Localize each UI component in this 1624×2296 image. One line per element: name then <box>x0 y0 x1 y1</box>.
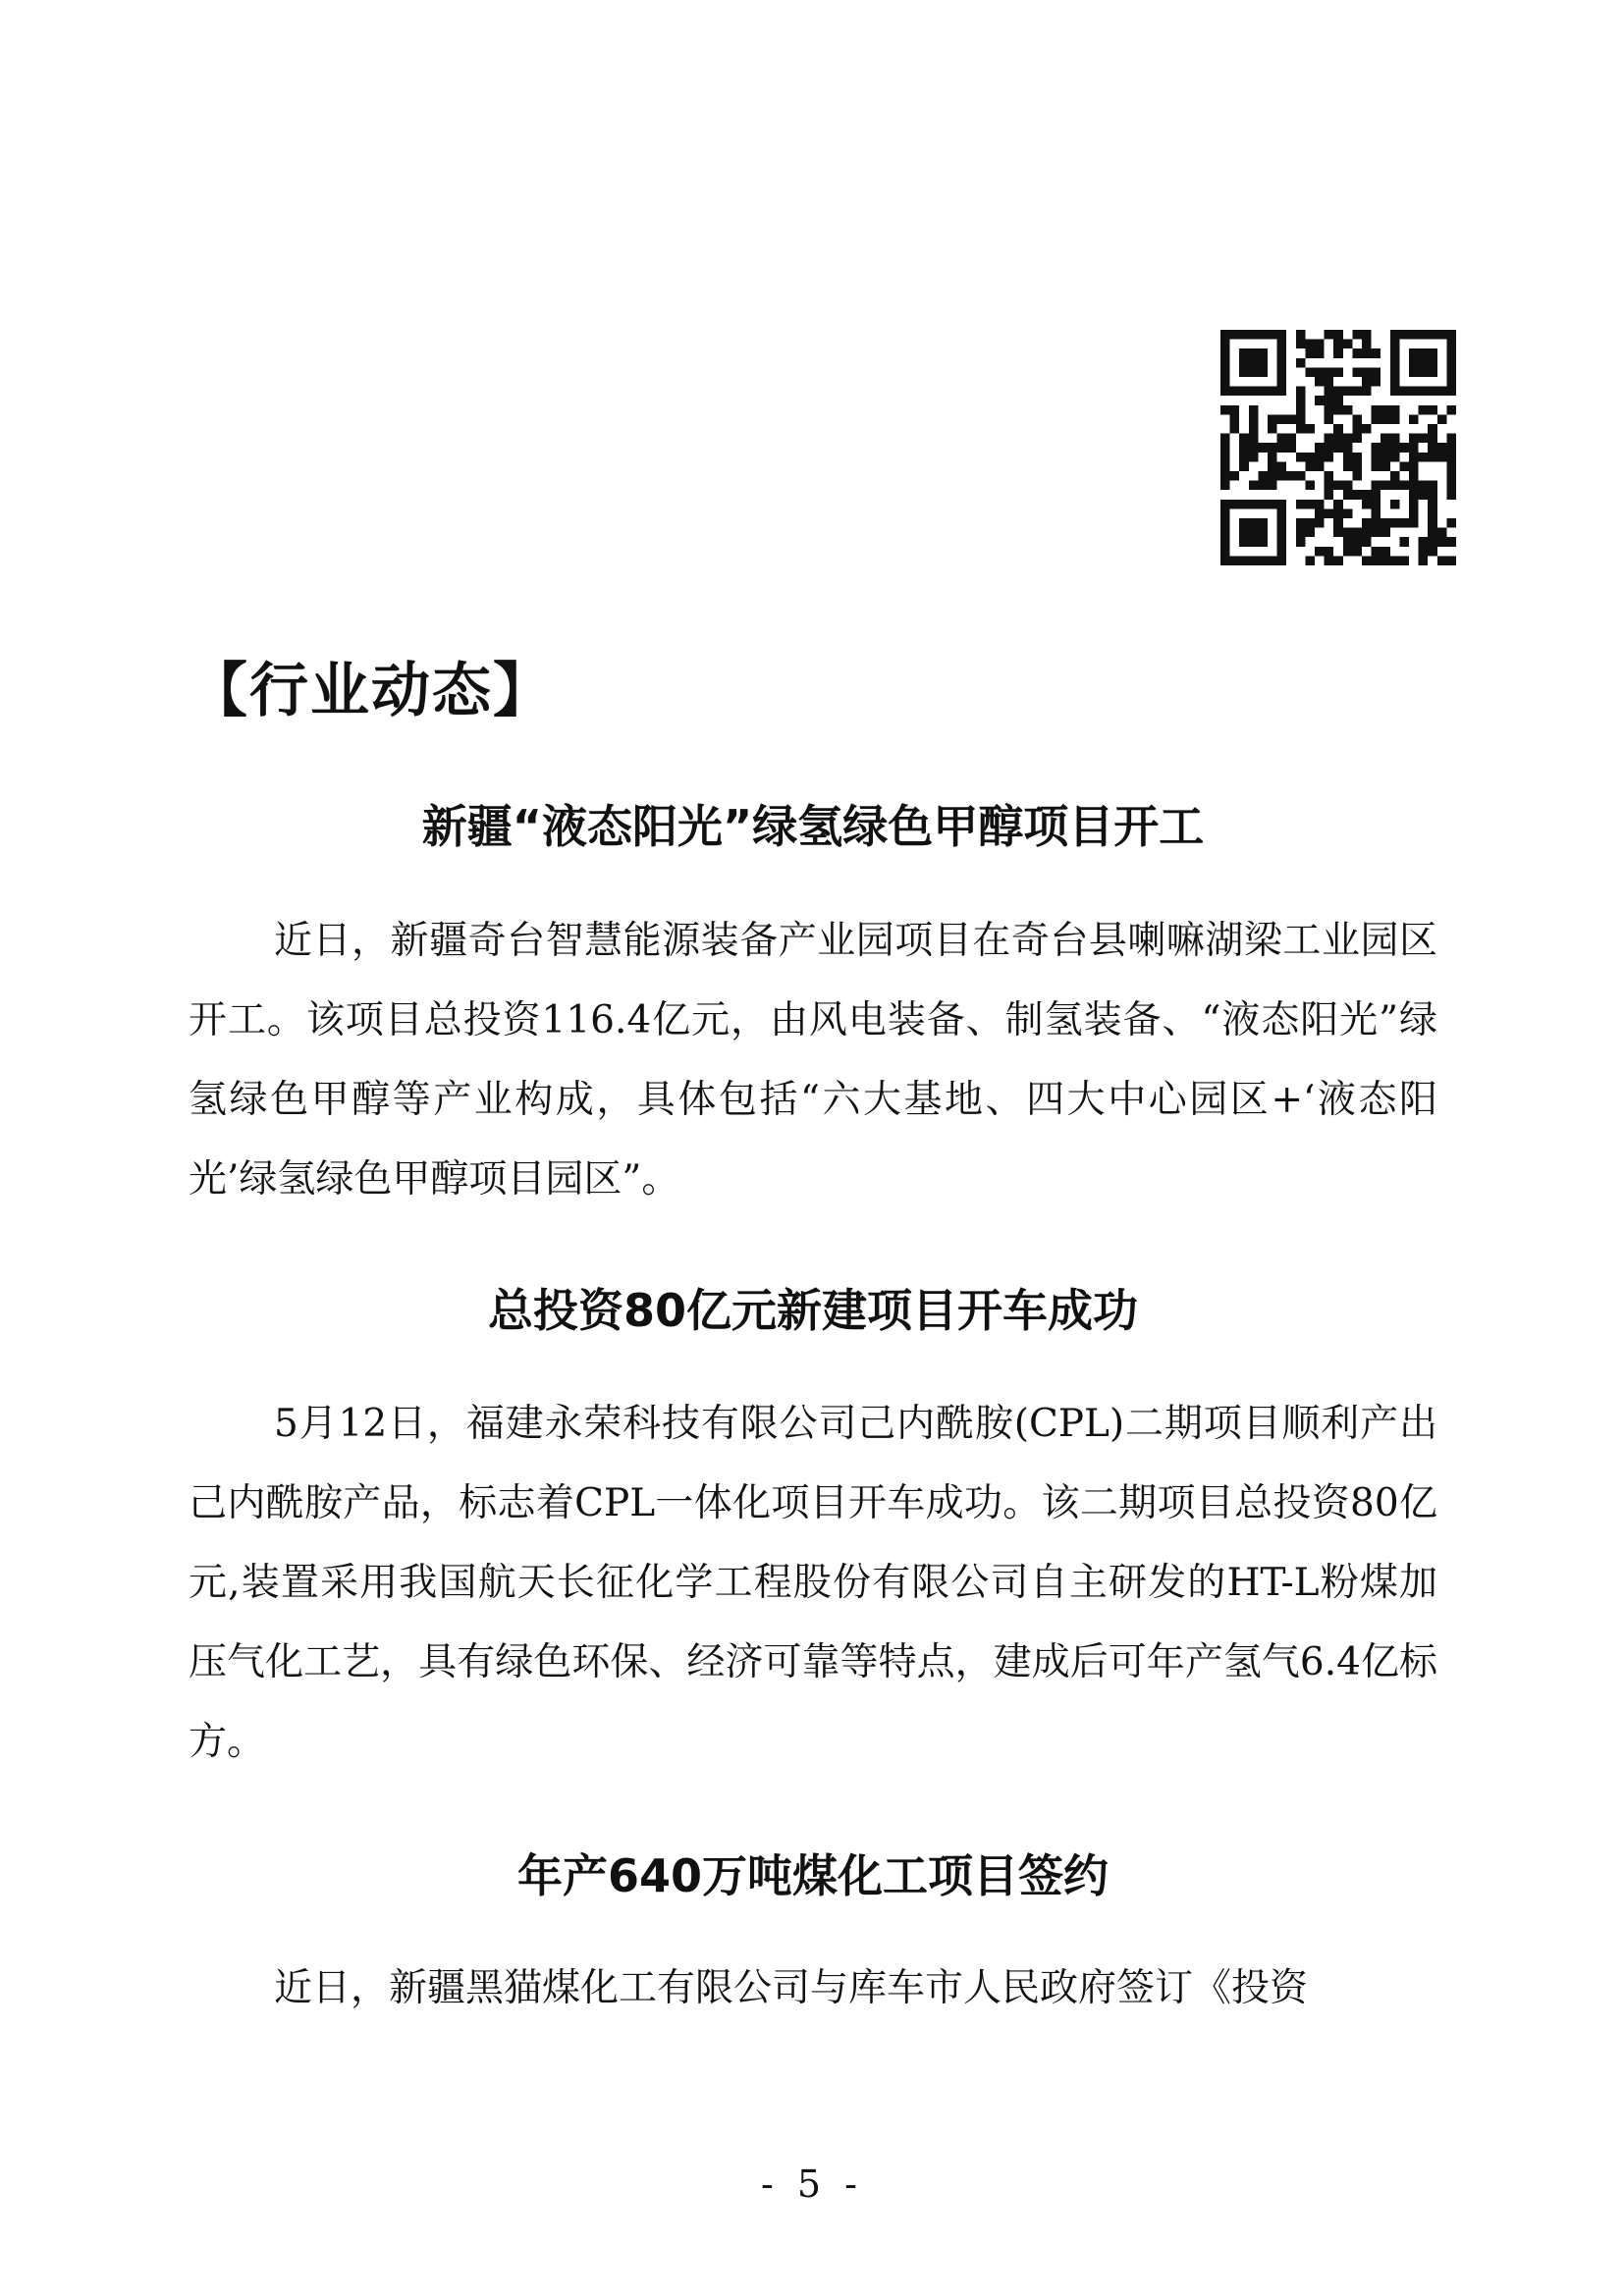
article-3-headline: 年产640万吨煤化工项目签约 <box>516 1849 1110 1902</box>
article-1-headline: 新疆“液态阳光”绿氢绿色甲醇项目开工 <box>421 800 1205 853</box>
section-title: 【行业动态】 <box>189 657 554 725</box>
article-1-body: 近日，新疆奇台智慧能源装备产业园项目在奇台县喇嘛湖梁工业园区开工。该项目总投资116.4亿元，由风电装备、制氢装备、“液态阳光”绿氢绿色甲醇等产业构成，具体包括“六大基地、四大中心园区+‘液态阳光’绿氢绿色甲醇项目园区”。 <box>189 919 1437 1201</box>
article-2-body: 5月12日，福建永荣科技有限公司己内酰胺(CPL)二期项目顺利产出己内酰胺产品，标志着CPL一体化项目开车成功。该二期项目总投资80亿元,装置采用我国航天长征化学工程股份有限公司自主研发的HT-L粉煤加压气化工艺，具有绿色环保、经济可靠等特点，建成后可年产氢气6.4亿标方。 <box>189 1402 1437 1764</box>
article-2-headline: 总投资80亿元新建项目开车成功 <box>487 1284 1138 1337</box>
article-3-body: 近日，新疆黑猫煤化工有限公司与库车市人民政府签订《投资 <box>274 1966 1309 2010</box>
qr-code <box>1220 330 1456 565</box>
page-number: - 5 - <box>760 2163 863 2206</box>
